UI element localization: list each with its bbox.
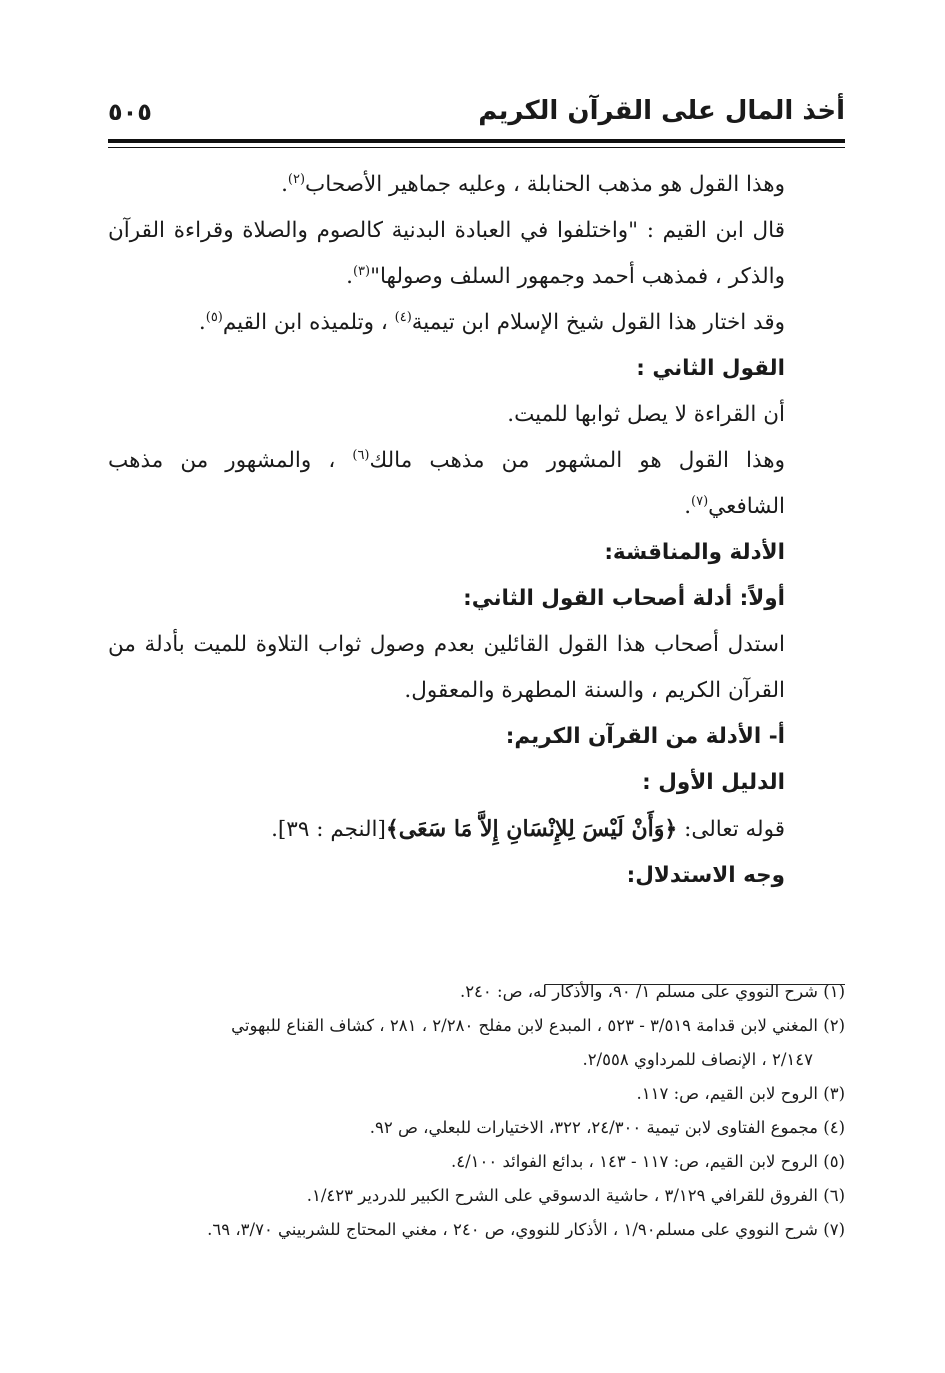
main-text (108, 162, 815, 899)
section-heading: وجه الاستدلال: (626, 863, 785, 888)
footnote: (٣) الروح لابن القيم، ص: ١١٧. (636, 1084, 845, 1103)
paragraph: أن القراءة لا يصل ثوابها للميت. (507, 402, 785, 427)
paragraph: قال ابن القيم : "واختلفوا في العبادة البدنية كالصوم والصلاة وقراءة القرآن والذكر ، فمذهب أحمد وجمهور السلف وصولها"$^{(٣)}$. (108, 218, 785, 289)
paragraph: قوله تعالى: ﴿وَأَنْ لَيْسَ لِلإِنْسَانِ إِلاَّ مَا سَعَى﴾[النجم : ٣٩]. (271, 816, 785, 842)
section-heading: أولاً: أدلة أصحاب القول الثاني: (463, 586, 785, 611)
page-number: ٥٠٥ (108, 98, 152, 126)
footnotes (108, 975, 845, 1247)
section-heading: القول الثاني : (636, 356, 785, 381)
footnote-ref: (٢) (287, 171, 306, 187)
paragraph: وقد اختار هذا القول شيخ الإسلام ابن تيمية$^{(٤)}$ ، وتلميذه ابن القيم$^{(٥)}$. (198, 309, 785, 335)
section-heading: الأدلة والمناقشة: (604, 540, 785, 565)
footnote-ref: (٥) (205, 309, 223, 325)
footnote: (٦) الفروق للقرافي ٣/١٢٩ ، حاشية الدسوقي على الشرح الكبير للدردير ١/٤٢٣. (306, 1186, 845, 1205)
paragraph: وهذا القول هو المشهور من مذهب مالك$^{(٦)}$ ، والمشهور من مذهب الشافعي$^{(٧)}$. (108, 447, 785, 519)
book-title: أخذ المال على القرآن الكريم (478, 96, 845, 126)
footnote-continuation: ٢/١٤٧ ، الإنصاف للمرداوي ٢/٥٥٨. (582, 1050, 813, 1069)
paragraph: استدل أصحاب هذا القول القائلين بعدم وصول ثواب التلاوة للميت بأدلة من القرآن الكريم ، والسنة المطهرة والمعقول. (108, 632, 785, 703)
footnote: (١) شرح النووي على مسلم ١/ ٩٠، والأذكار له، ص: ٢٤٠. (459, 982, 845, 1001)
footnote: (٥) الروح لابن القيم، ص: ١١٧ - ١٤٣ ، بدائع الفوائد ٤/١٠٠. (451, 1152, 845, 1171)
verse-citation: [النجم : ٣٩]. (271, 817, 386, 842)
paragraph: وهذا القول هو مذهب الحنابلة ، وعليه جماهير الأصحاب$^{(٢)}$. (281, 171, 785, 197)
section-heading: الدليل الأول : (642, 770, 785, 795)
footnote-ref: (٣) (352, 263, 371, 279)
running-header (108, 92, 845, 132)
quran-verse: ﴿وَأَنْ لَيْسَ لِلإِنْسَانِ إِلاَّ مَا سَعَى﴾ (385, 816, 678, 842)
footnote-ref: (٦) (352, 447, 370, 463)
footnote: (٢) المغني لابن قدامة ٣/٥١٩ - ٥٢٣ ، المبدع لابن مفلح ٢/٢٨٠ ، ٢٨١ ، كشاف القناع للبهوتي (231, 1016, 845, 1035)
header-rule-thin (108, 147, 845, 148)
footnote-ref: (٧) (691, 493, 709, 509)
header-rule-thick (108, 139, 845, 143)
section-heading: أ- الأدلة من القرآن الكريم: (505, 724, 785, 749)
footnote: (٤) مجموع الفتاوى لابن تيمية ٢٤/٣٠٠، ٣٢٢، الاختيارات للبعلي، ص ٩٢. (369, 1118, 845, 1137)
footnote: (٧) شرح النووي على مسلم١/٩٠ ، الأذكار للنووي، ص ٢٤٠ ، مغني المحتاج للشربيني ٣/٧٠، ٦٩. (207, 1220, 845, 1239)
footnote-ref: (٤) (394, 309, 412, 325)
